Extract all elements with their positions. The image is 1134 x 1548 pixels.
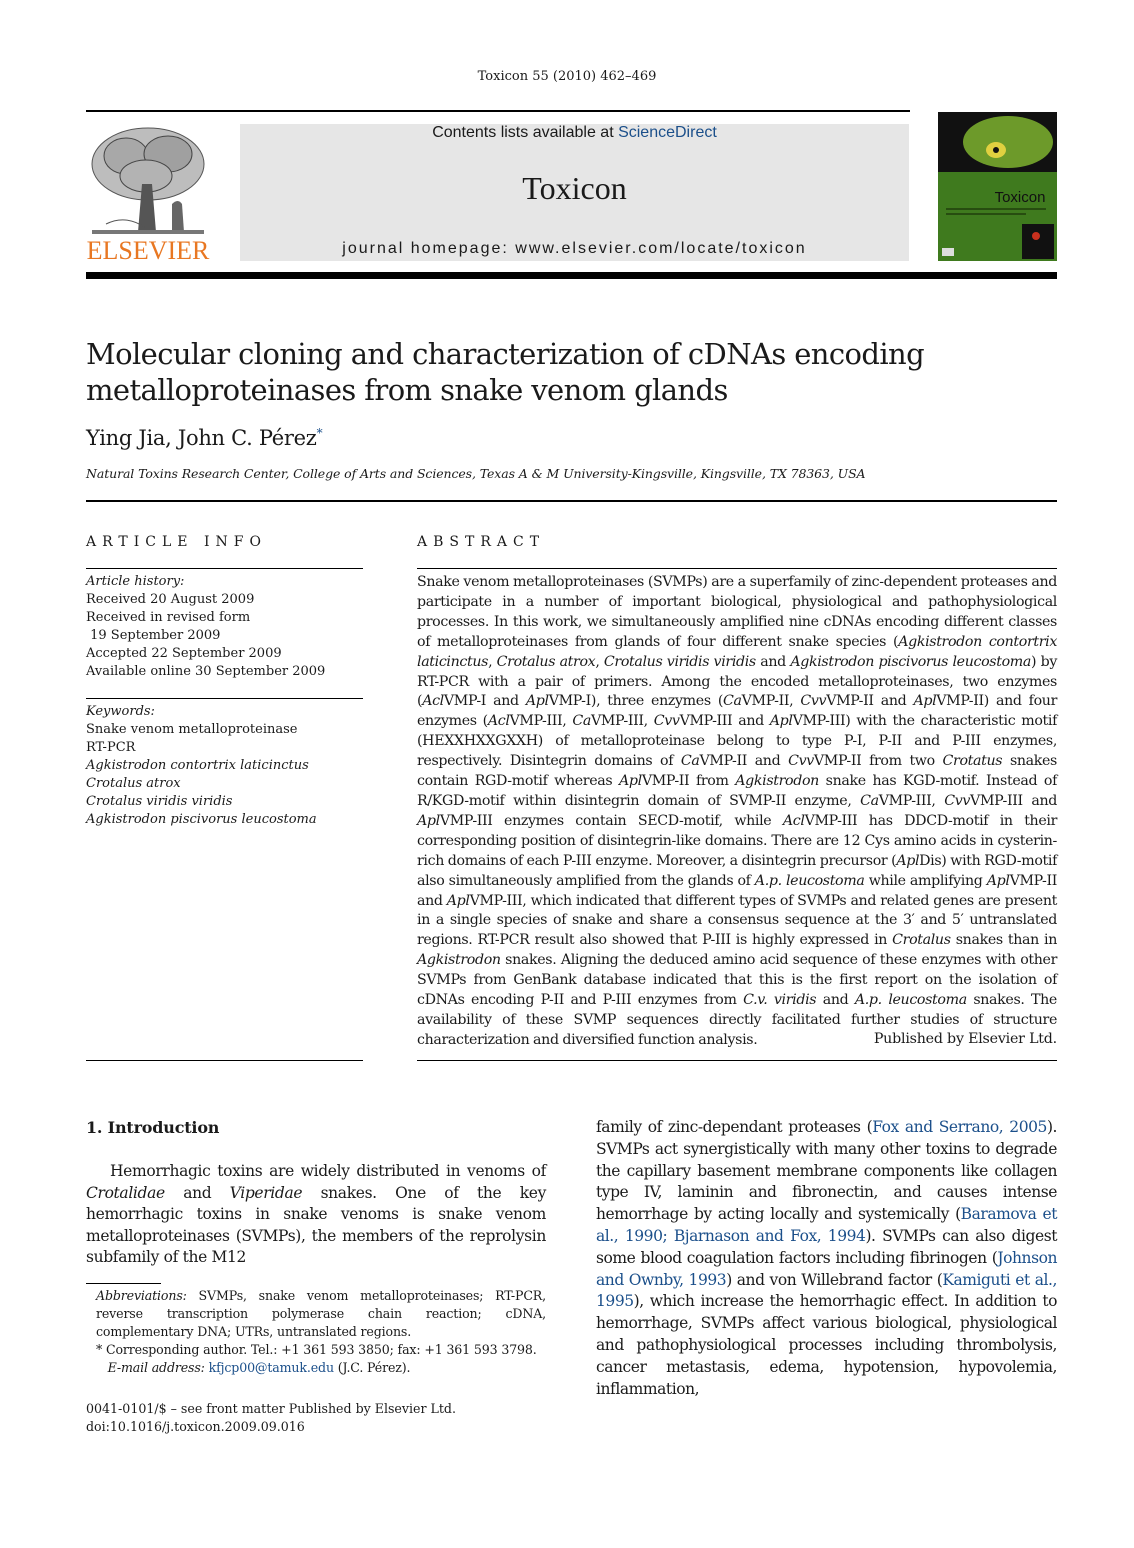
corresponding-author-footnote: * Corresponding author. Tel.: +1 361 593 3850; fax: +1 361 593 3798. bbox=[96, 1342, 537, 1357]
header-rule bbox=[86, 110, 910, 112]
keyword: Agkistrodon contortrix laticinctus bbox=[86, 758, 309, 773]
introduction-paragraph: Hemorrhagic toxins are widely distributed in venoms of Crotalidae and Viperidae snakes. One of the key hemorrhagic toxins in snake venoms is snake venom metalloproteinases (SVMPs), the members of the reprolysin subfamily of the M12 bbox=[86, 1162, 547, 1266]
abstract-end-rule bbox=[417, 1060, 1057, 1061]
title-rule bbox=[86, 500, 1057, 502]
history-item: Received in revised form bbox=[86, 610, 251, 625]
article-history bbox=[86, 573, 363, 681]
sciencedirect-link[interactable]: ScienceDirect bbox=[618, 124, 717, 141]
email-link[interactable]: kfjcp00@tamuk.edu bbox=[208, 1360, 334, 1375]
keyword: Snake venom metalloproteinase bbox=[86, 722, 298, 737]
history-item: Accepted 22 September 2009 bbox=[86, 646, 282, 661]
elsevier-wordmark: ELSEVIER bbox=[86, 236, 210, 265]
history-item: Available online 30 September 2009 bbox=[86, 664, 326, 679]
abstract-published-note: Published by Elsevier Ltd. bbox=[873, 1031, 1057, 1047]
reference-link[interactable]: Fox and Serrano, 2005 bbox=[872, 1118, 1047, 1136]
header-thick-rule bbox=[86, 272, 1057, 279]
contents-prefix: Contents lists available at bbox=[432, 124, 619, 141]
history-label: Article history: bbox=[86, 574, 185, 589]
keyword: RT-PCR bbox=[86, 740, 136, 755]
footnotes bbox=[86, 1287, 546, 1377]
keywords-rule bbox=[86, 698, 363, 699]
affiliation: Natural Toxins Research Center, College of Arts and Sciences, Texas A & M University-Kingsville, Kingsville, TX 78363, USA bbox=[86, 466, 866, 481]
keywords bbox=[86, 703, 363, 829]
reference-link[interactable]: Johnson and Ownby, 1993 bbox=[596, 1248, 1057, 1289]
contents-line bbox=[240, 124, 909, 142]
introduction-heading: 1. Introduction bbox=[86, 1118, 220, 1137]
article-info-rule bbox=[86, 568, 363, 569]
reference-link[interactable]: Baramova et al., 1990; Bjarnason and Fox, 1994 bbox=[596, 1205, 1057, 1245]
reference-link[interactable]: Kamiguti et al., 1995 bbox=[596, 1270, 1057, 1311]
cover-title: Toxicon bbox=[994, 189, 1046, 206]
abstract-body: Snake venom metalloproteinases (SVMPs) are a superfamily of zinc-dependent proteases and participate in a number of important biological, physiological and pathophysiological processes. In this work, we simultaneously amplified nine cDNAs encoding different classes of metalloproteinases from glands of four different snake species (Agkistrodon contortrix laticinctus, Crotalus atrox, Crotalus viridis viridis and Agkistrodon piscivorus leucostoma) by RT-PCR with a pair of primers. Among the encoded metalloproteinases, two enzymes (AclVMP-I and AplVMP-I), three enzymes (CaVMP-II, CvvVMP-II and AplVMP-II) and four enzymes (AclVMP-III, CaVMP-III, CvvVMP-III and AplVMP-III) with the characteristic motif (HEXXHXXGXXH) of metalloproteinase belong to type P-I, P-II and P-III enzymes, respectively. Disintegrin domains of CaVMP-II and CvvVMP-II from two Crotatus snakes contain RGD-motif whereas AplVMP-II from Agkistrodon snake has KGD-motif. Instead of R/KGD-motif within disintegrin domain of SVMP-II enzyme, CaVMP-III, CvvVMP-III and AplVMP-III enzymes contain SECD-motif, while AclVMP-III has DDCD-motif in their corresponding position of disintegrin-like domains. There are 12 Cys amino acids in cysterin-rich domains of each P-III enzyme. Moreover, a disintegrin precursor (AplDis) with RGD-motif also simultaneously amplified from the glands of A.p. leucostoma while amplifying AplVMP-II and AplVMP-III, which indicated that different types of SVMPs and related genes are present in a single species of snake and share a consensus sequence at the 3′ and 5′ untranslated regions. RT-PCR result also showed that P-III is highly expressed in Crotalus snakes than in Agkistrodon snakes. Aligning the deduced amino acid sequence of these enzymes with other SVMPs from GenBank database indicated that this is the first report on the isolation of cDNAs encoding P-II and P-III enzymes from C.v. viridis and A.p. leucostoma snakes. The availability of these SVMP sequences directly facilitated further studies of structure characterization and diversified function analysis. bbox=[417, 574, 1058, 1048]
corresponding-author-mark[interactable]: * bbox=[316, 426, 323, 440]
article-info-heading: ARTICLE INFO bbox=[86, 534, 267, 550]
article-info-end-rule bbox=[86, 1060, 363, 1061]
email-footnote bbox=[86, 1359, 546, 1377]
keywords-label: Keywords: bbox=[86, 704, 155, 719]
abstract-rule bbox=[417, 568, 1057, 569]
journal-homepage[interactable]: journal homepage: www.elsevier.com/locate/toxicon bbox=[342, 240, 807, 257]
history-item: 19 September 2009 bbox=[86, 628, 221, 643]
abstract-heading: ABSTRACT bbox=[417, 534, 546, 550]
history-item: Received 20 August 2009 bbox=[86, 592, 255, 607]
issn-block bbox=[86, 1400, 456, 1436]
journal-name: Toxicon bbox=[522, 170, 627, 206]
email-suffix: (J.C. Pérez). bbox=[333, 1360, 411, 1375]
doi-line[interactable]: doi:10.1016/j.toxicon.2009.09.016 bbox=[86, 1419, 305, 1434]
author-names: Ying Jia, John C. Pérez bbox=[86, 426, 317, 450]
introduction-continued: family of zinc-dependant proteases (Fox and Serrano, 2005). SVMPs act synergistically with many other toxins to degrade the capillary basement membrane components like collagen type IV, laminin and fibronectin, and causes intense hemorrhage by acting locally and systemically (Baramova et al., 1990; Bjarnason and Fox, 1994). SVMPs can also digest some blood coagulation factors including fibrinogen (Johnson and Ownby, 1993) and von Willebrand factor (Kamiguti et al., 1995), which increase the hemorrhagic effect. In addition to hemorrhage, SVMPs affect various biological, physiological and pathophysiological processes including thrombolysis, cancer metastasis, edema, hypotension, hypovolemia, inflammation, bbox=[596, 1118, 1058, 1398]
issn-line: 0041-0101/$ – see front matter Published by Elsevier Ltd. bbox=[86, 1401, 456, 1416]
keyword: Crotalus atrox bbox=[86, 776, 181, 791]
article-title bbox=[86, 336, 1057, 408]
keyword: Crotalus viridis viridis bbox=[86, 794, 233, 809]
email-label: E-mail address: bbox=[107, 1360, 209, 1375]
journal-citation: Toxicon 55 (2010) 462–469 bbox=[477, 69, 657, 84]
abbreviations-footnote: Abbreviations: SVMPs, snake venom metalloproteinases; RT-PCR, reverse transcription polymerase chain reaction; cDNA, complementary DNA; UTRs, untranslated regions. bbox=[96, 1288, 546, 1339]
keyword: Agkistrodon piscivorus leucostoma bbox=[86, 812, 317, 827]
article-title-line1: Molecular cloning and characterization of cDNAs encoding bbox=[86, 337, 925, 371]
journal-cover-image bbox=[938, 112, 1057, 261]
article-title-line2: metalloproteinases from snake venom glands bbox=[86, 373, 728, 407]
footnote-rule bbox=[86, 1283, 161, 1284]
authors bbox=[86, 426, 322, 450]
